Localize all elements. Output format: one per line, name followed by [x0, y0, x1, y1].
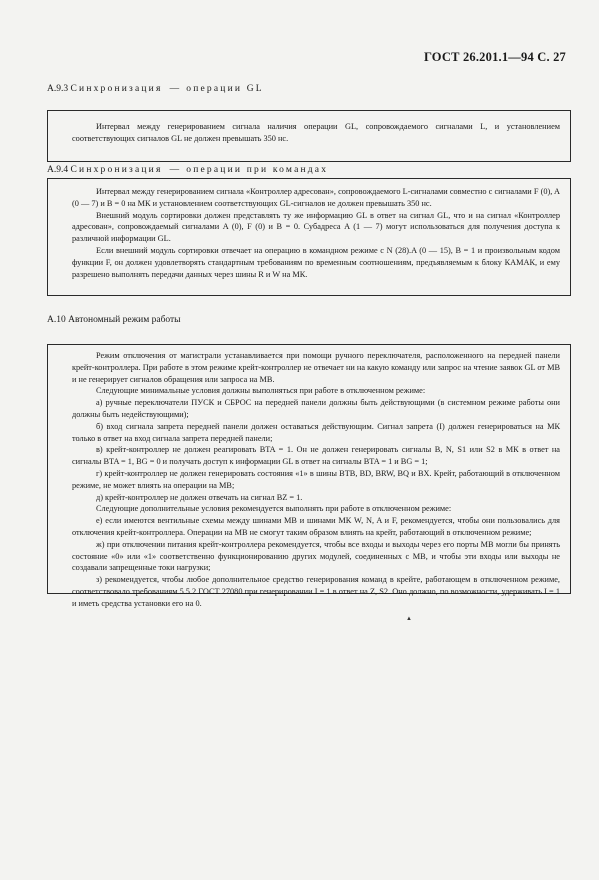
- section-number: А.10: [47, 315, 66, 325]
- page-header: ГОСТ 26.201.1—94 С. 27: [423, 50, 566, 64]
- section-title-word: Автономный режим работы: [68, 315, 181, 325]
- list-item: д) крейт-контроллер не должен отвечать на сигнал BZ = 1.: [96, 492, 303, 502]
- paragraph: Интервал между генерированием сигнала наличия операции GL, сопровождаемого сигналами L, и установлением соответствующих сигналов GL не должен превышать 350 нс.: [72, 122, 560, 143]
- paragraph: Если внешний модуль сортировки отвечает на операцию в командном режиме с N (28).A (0 — 15), B = 1 и произвольным кодом функции F, он должен удовлетворять стандартным требованиям по временным соотношениям, предъявляемым к блоку КАМАК, и ему разрешено выполнять передачи данных через шины R и W на МК.: [72, 245, 560, 279]
- section-title-dash: —: [169, 165, 180, 175]
- paragraph: Следующие минимальные условия должны выполняться при работе в отключенном режиме:: [96, 386, 426, 396]
- section-title-word: операции GL: [186, 84, 264, 94]
- section-title-dash: —: [169, 84, 180, 94]
- list-item: е) если имеются вентильные схемы между шинами МВ и шинами МК W, N, A и F, рекомендуется, чтобы они пользовались для отключения крейт-контроллера. Операции на МВ не смогут таким образом влиять на крейт, работающий в отключенном режиме;: [72, 516, 560, 537]
- paragraph: Следующие дополнительные условия рекомендуется выполнять при работе в отключенном режиме:: [96, 504, 452, 514]
- section-title-a93: [47, 83, 264, 95]
- section-box-a93: [47, 110, 571, 162]
- list-item: ж) при отключении питания крейт-контроллера рекомендуется, чтобы все входы и выходы через его порты МВ могли бы принять состояние «0» или «1» соответственно функционированию других модулей, соединенных с МВ, и чтобы эти входы или выходы не создавали запрещенные токи нагрузки;: [72, 539, 560, 573]
- paragraph: Режим отключения от магистрали устанавливается при помощи ручного переключателя, расположенного на передней панели крейт-контроллера. При работе в этом режиме крейт-контроллер не отвечает ни на какую команду или запрос на чтение заявок GL от МВ и не генерирует сигналов обращения или запроса на МВ.: [72, 351, 560, 384]
- list-item: в) крейт-контроллер не должен реагировать BTA = 1. Он не должен генерировать сигналы B, N, S1 или S2 в МК в ответ на сигналы BTA = 1, BG = 0 и получать доступ к информации GL в ответ на сигналы BTA = 1 и BG = 1;: [72, 445, 560, 467]
- section-title-word: операции при командах: [186, 165, 329, 175]
- section-box-a10: [47, 344, 571, 608]
- section-title-a10: [47, 314, 181, 326]
- section-number: А.9.4: [47, 165, 69, 175]
- section-title-a94: [47, 164, 328, 176]
- paragraph: Интервал между генерированием сигнала «Контроллер адресован», сопровождаемого L-сигналами совместно с сигналами F (0), A (0 — 7) и B = 0 на МК и установлением соответствующих GL-сигналов не должен превышать 350 нс.: [72, 187, 560, 208]
- list-item: а) ручные переключатели ПУСК и СБРОС на передней панели должны быть действующими (в системном режиме работы они должны быть недействующими);: [72, 398, 560, 419]
- paragraph: Внешний модуль сортировки должен представлять ту же информацию GL в ответ на сигнал GL, что и на сигнал «Контроллер адресован», сопровождаемый сигналами A (0), F (0) и B = 0. Субадреса A (1 — 7) могут использоваться для получения доступа к различной информации GL.: [72, 210, 560, 244]
- list-item: г) крейт-контроллер не должен генерировать состояния «1» в шины BTB, BD, BRW, BQ и BX. Крейт, работающий в отключенном режиме, не может влиять на операции на МВ;: [72, 468, 560, 490]
- section-number: А.9.3: [47, 84, 69, 94]
- section-box-a94: [47, 178, 571, 296]
- section-title-word: Синхронизация: [70, 165, 163, 175]
- list-item: з) рекомендуется, чтобы любое дополнительное средство генерирования команд в крейте, работающем в отключенном режиме, соответствовало требованиям 5.5.2 ГОСТ 27080 при генерировании I = 1 в ответ на Z, S2. Оно должно, по возможности, удерживать I = 1 и иметь средства установки его на 0.: [72, 575, 560, 608]
- section-title-word: Синхронизация: [70, 84, 163, 94]
- margin-mark: ▲: [406, 616, 412, 622]
- list-item: б) вход сигнала запрета передней панели должен оставаться действующим. Сигнал запрета (I) должен генерироваться на МК только в ответ на вход сигнала запрета передней панели;: [72, 421, 560, 443]
